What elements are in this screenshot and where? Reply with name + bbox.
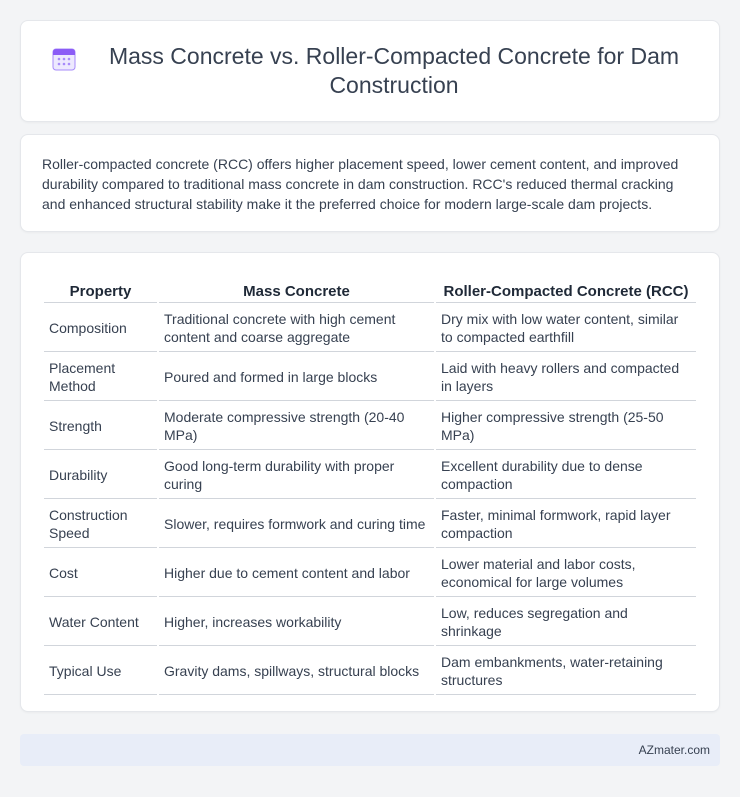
mass-concrete-cell: Traditional concrete with high cement content and coarse aggregate: [159, 305, 434, 352]
summary-text: Roller-compacted concrete (RCC) offers higher placement speed, lower cement content, and improved durability compared to traditional mass concrete in dam construction. RCC's reduced thermal cracking and enhanced structural stability make it the preferred choice for modern large-scale dam projects.: [42, 156, 679, 212]
mass-concrete-cell: Slower, requires formwork and curing time: [159, 501, 434, 548]
mass-concrete-cell: Higher, increases workability: [159, 599, 434, 646]
summary-card: [20, 134, 720, 232]
property-cell: Durability: [44, 452, 157, 499]
property-cell: Strength: [44, 403, 157, 450]
property-cell: Placement Method: [44, 354, 157, 401]
rcc-cell: Dam embankments, water-retaining structures: [436, 648, 696, 695]
rcc-cell: Excellent durability due to dense compaction: [436, 452, 696, 499]
rcc-cell: Faster, minimal formwork, rapid layer compaction: [436, 501, 696, 548]
property-cell: Composition: [44, 305, 157, 352]
mass-concrete-cell: Gravity dams, spillways, structural blocks: [159, 648, 434, 695]
table-card: [20, 252, 720, 712]
mass-concrete-cell: Moderate compressive strength (20-40 MPa): [159, 403, 434, 450]
table-header-row: [44, 275, 696, 303]
table-row: [44, 305, 696, 352]
table-row: [44, 403, 696, 450]
rcc-cell: Higher compressive strength (25-50 MPa): [436, 403, 696, 450]
property-cell: Water Content: [44, 599, 157, 646]
mass-concrete-cell: Poured and formed in large blocks: [159, 354, 434, 401]
property-cell: Cost: [44, 550, 157, 597]
comparison-table: [42, 273, 698, 697]
table-row: [44, 452, 696, 499]
mass-concrete-cell: Higher due to cement content and labor: [159, 550, 434, 597]
calendar-icon: [51, 46, 77, 72]
table-row: [44, 501, 696, 548]
table-row: [44, 648, 696, 695]
footer-site-link[interactable]: AZmater.com: [638, 743, 710, 757]
property-cell: Typical Use: [44, 648, 157, 695]
header-property: Property: [44, 275, 157, 303]
page-title: Mass Concrete vs. Roller-Compacted Concrete for Dam Construction: [108, 43, 680, 98]
property-cell: Construction Speed: [44, 501, 157, 548]
table-row: [44, 550, 696, 597]
rcc-cell: Dry mix with low water content, similar to compacted earthfill: [436, 305, 696, 352]
rcc-cell: Low, reduces segregation and shrinkage: [436, 599, 696, 646]
table-row: [44, 354, 696, 401]
header-mass-concrete: Mass Concrete: [159, 275, 434, 303]
rcc-cell: Lower material and labor costs, economical for large volumes: [436, 550, 696, 597]
rcc-cell: Laid with heavy rollers and compacted in layers: [436, 354, 696, 401]
title-wrap: [21, 42, 719, 100]
mass-concrete-cell: Good long-term durability with proper curing: [159, 452, 434, 499]
table-row: [44, 599, 696, 646]
footer: [20, 734, 720, 766]
title-card: [20, 20, 720, 122]
header-rcc: Roller-Compacted Concrete (RCC): [436, 275, 696, 303]
